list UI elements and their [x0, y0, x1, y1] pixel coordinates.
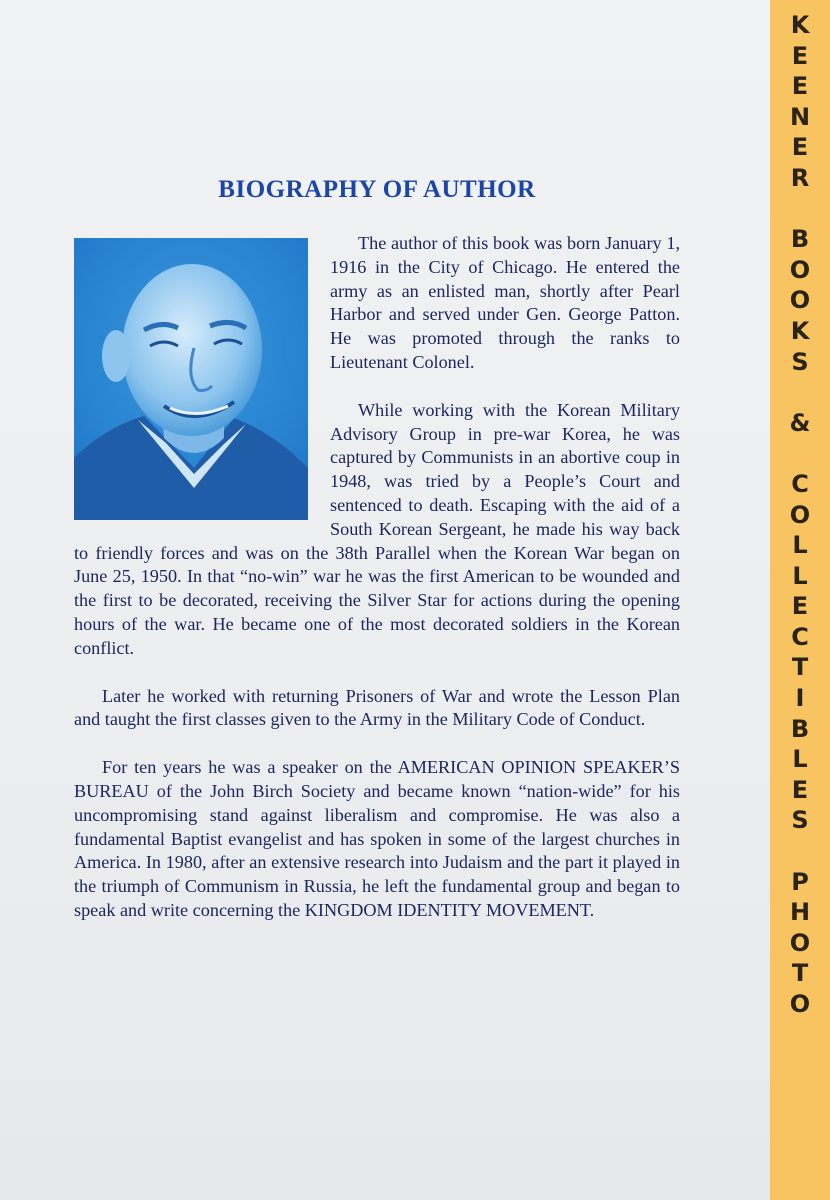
watermark-letter: I	[795, 684, 805, 713]
watermark-banner	[770, 0, 830, 1200]
watermark-letter: C	[791, 622, 809, 651]
watermark-letter: N	[789, 102, 811, 131]
watermark-letter: P	[791, 867, 809, 896]
watermark-letter: B	[790, 714, 810, 743]
paragraph-2: While working with the Korean Military Advisory Group in pre-war Korea, he was captured by Communists in an abortive coup in 1948, was tried by a People’s Court and sentenced to death. Escaping with the aid of a South Korean Sergeant, he made his way back to friendly forces and was on the 38th Parallel when the Korean War began on June 25, 1950. In that “no-win” war he was the first American to be wounded and the first to be decorated, receiving the Silver Star for actions during the opening hours of the war. He became one of the most decorated soldiers in the Korean conflict.	[74, 399, 680, 658]
watermark-letter: E	[791, 133, 809, 162]
watermark-letter: R	[790, 163, 810, 192]
watermark-letter: B	[790, 225, 810, 254]
watermark-letter: L	[792, 745, 808, 774]
page-title: BIOGRAPHY OF AUTHOR	[218, 176, 536, 203]
watermark-letter: O	[789, 286, 811, 315]
watermark-letter: S	[791, 806, 809, 835]
watermark-letter: O	[789, 255, 811, 284]
watermark-letter: K	[790, 316, 810, 345]
watermark-letter: K	[790, 11, 810, 39]
watermark-letter: E	[791, 592, 809, 621]
watermark-letter: E	[791, 41, 809, 70]
watermark-letter: S	[791, 347, 809, 376]
watermark-letter: O	[789, 990, 811, 1018]
watermark-letter: E	[791, 775, 809, 804]
watermark-letter: H	[789, 898, 811, 927]
watermark-letter: C	[791, 469, 809, 498]
watermark-letter: T	[791, 653, 809, 682]
watermark-letter: T	[791, 959, 809, 988]
paragraph-4: For ten years he was a speaker on the AMERICAN OPINION SPEAKER’S BUREAU of the John Birch Society and became known “nation-wide” for his uncompromising stand against liberalism and compromise. He was also a fundamental Baptist evangelist and has spoken in some of the largest churches in America. In 1980, after an extensive research into Judaism and the part it played in the triumph of Communism in Russia, he left the fundamental group and began to speak and write concerning the KINGDOM IDENTITY MOVEMENT.	[74, 757, 680, 920]
biography-text	[74, 232, 680, 923]
watermark-letter: O	[789, 928, 811, 957]
watermark-letter: &	[789, 408, 811, 437]
watermark-letter: E	[791, 72, 809, 101]
watermark-letter: L	[792, 531, 808, 560]
watermark-letter: O	[789, 500, 811, 529]
watermark-letter: L	[792, 561, 808, 590]
photo-spacer	[74, 232, 330, 526]
paragraph-3: Later he worked with returning Prisoners of War and wrote the Lesson Plan and taught the first classes given to the Army in the Military Code of Conduct.	[74, 685, 680, 730]
paragraph-1: The author of this book was born January 1, 1916 in the City of Chicago. He entered the army as an enlisted man, shortly after Pearl Harbor and served under Gen. George Patton. He was promoted through the ranks to Lieutenant Colonel.	[330, 233, 680, 372]
